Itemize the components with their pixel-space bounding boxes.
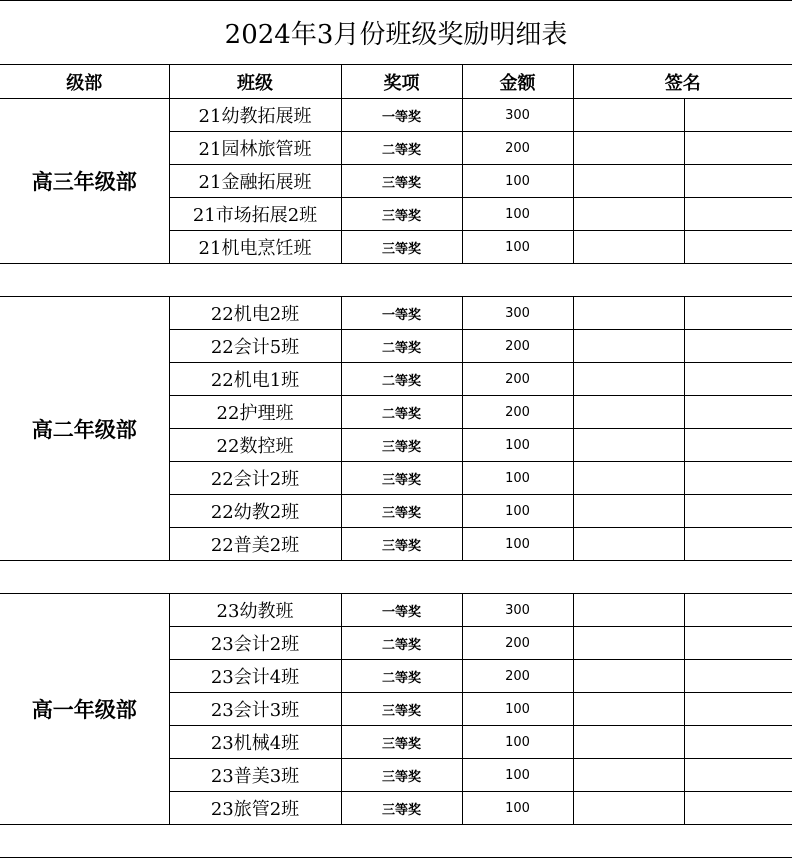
class-cell: 23机械4班 [169,726,341,759]
class-cell: 22机电1班 [169,363,341,396]
class-cell: 22普美2班 [169,528,341,561]
class-cell: 21幼教拓展班 [169,99,341,132]
signature-cell[interactable] [573,330,684,363]
signature-cell[interactable] [684,363,792,396]
amount-cell: 300 [462,99,573,132]
class-cell: 22数控班 [169,429,341,462]
signature-cell[interactable] [684,792,792,825]
signature-cell[interactable] [573,132,684,165]
table-row [0,99,792,132]
amount-cell: 200 [462,132,573,165]
award-cell: 二等奖 [341,330,462,363]
signature-cell[interactable] [684,132,792,165]
amount-cell: 100 [462,528,573,561]
signature-cell[interactable] [573,792,684,825]
award-cell: 三等奖 [341,693,462,726]
award-cell: 一等奖 [341,594,462,627]
grade-cell: 高一年级部 [0,594,169,825]
header-amount: 金额 [462,65,573,99]
class-cell: 23会计3班 [169,693,341,726]
signature-cell[interactable] [573,726,684,759]
page-title: 2024年3月份班级奖励明细表 [0,1,792,65]
signature-cell[interactable] [573,462,684,495]
grade-cell: 高三年级部 [0,99,169,264]
signature-cell[interactable] [684,528,792,561]
amount-cell: 200 [462,627,573,660]
amount-cell: 300 [462,594,573,627]
header-signature: 签名 [573,65,792,99]
award-cell: 二等奖 [341,627,462,660]
amount-cell: 300 [462,297,573,330]
signature-cell[interactable] [573,396,684,429]
amount-cell: 200 [462,396,573,429]
amount-cell: 100 [462,792,573,825]
signature-cell[interactable] [573,660,684,693]
signature-cell[interactable] [684,627,792,660]
spacer-row [0,561,792,594]
spacer-row [0,264,792,297]
signature-cell[interactable] [573,297,684,330]
award-cell: 二等奖 [341,132,462,165]
header-row [0,65,792,99]
signature-cell[interactable] [573,231,684,264]
signature-cell[interactable] [573,99,684,132]
amount-cell: 100 [462,198,573,231]
class-cell: 21市场拓展2班 [169,198,341,231]
award-cell: 三等奖 [341,198,462,231]
signature-cell[interactable] [684,231,792,264]
award-cell: 三等奖 [341,726,462,759]
class-cell: 23旅管2班 [169,792,341,825]
amount-cell: 200 [462,363,573,396]
signature-cell[interactable] [684,660,792,693]
class-cell: 21机电烹饪班 [169,231,341,264]
table-row [0,594,792,627]
signature-cell[interactable] [573,198,684,231]
signature-cell[interactable] [573,594,684,627]
signature-cell[interactable] [684,99,792,132]
class-cell: 23普美3班 [169,759,341,792]
signature-cell[interactable] [573,528,684,561]
award-cell: 三等奖 [341,429,462,462]
signature-cell[interactable] [684,759,792,792]
award-cell: 二等奖 [341,363,462,396]
class-cell: 23会计4班 [169,660,341,693]
amount-cell: 100 [462,462,573,495]
signature-cell[interactable] [573,693,684,726]
header-award: 奖项 [341,65,462,99]
signature-cell[interactable] [573,495,684,528]
class-cell: 22会计2班 [169,462,341,495]
spacer-cell [0,825,792,858]
class-cell: 22护理班 [169,396,341,429]
signature-cell[interactable] [684,693,792,726]
signature-cell[interactable] [573,759,684,792]
amount-cell: 100 [462,429,573,462]
spacer-row [0,825,792,858]
spacer-cell [0,264,792,297]
class-cell: 23幼教班 [169,594,341,627]
spacer-cell [0,561,792,594]
title-row [0,1,792,65]
award-cell: 三等奖 [341,495,462,528]
amount-cell: 100 [462,495,573,528]
signature-cell[interactable] [684,495,792,528]
amount-cell: 100 [462,231,573,264]
signature-cell[interactable] [573,165,684,198]
class-cell: 22幼教2班 [169,495,341,528]
award-cell: 三等奖 [341,792,462,825]
signature-cell[interactable] [684,462,792,495]
class-cell: 22会计5班 [169,330,341,363]
signature-cell[interactable] [684,330,792,363]
table-row [0,297,792,330]
signature-cell[interactable] [684,726,792,759]
award-cell: 三等奖 [341,462,462,495]
signature-cell[interactable] [684,198,792,231]
amount-cell: 200 [462,330,573,363]
amount-cell: 100 [462,759,573,792]
signature-cell[interactable] [684,396,792,429]
class-cell: 21园林旅管班 [169,132,341,165]
signature-cell[interactable] [684,297,792,330]
award-cell: 一等奖 [341,99,462,132]
award-cell: 三等奖 [341,231,462,264]
signature-cell[interactable] [684,429,792,462]
award-cell: 三等奖 [341,759,462,792]
award-cell: 三等奖 [341,528,462,561]
table-body [0,99,792,858]
award-cell: 二等奖 [341,396,462,429]
amount-cell: 100 [462,726,573,759]
signature-cell[interactable] [573,429,684,462]
class-cell: 21金融拓展班 [169,165,341,198]
award-cell: 一等奖 [341,297,462,330]
header-class: 班级 [169,65,341,99]
award-cell: 三等奖 [341,165,462,198]
amount-cell: 100 [462,165,573,198]
signature-cell[interactable] [684,594,792,627]
amount-cell: 200 [462,660,573,693]
header-grade: 级部 [0,65,169,99]
signature-cell[interactable] [573,363,684,396]
signature-cell[interactable] [573,627,684,660]
class-cell: 23会计2班 [169,627,341,660]
signature-cell[interactable] [684,165,792,198]
grade-cell: 高二年级部 [0,297,169,561]
class-cell: 22机电2班 [169,297,341,330]
amount-cell: 100 [462,693,573,726]
award-cell: 二等奖 [341,660,462,693]
